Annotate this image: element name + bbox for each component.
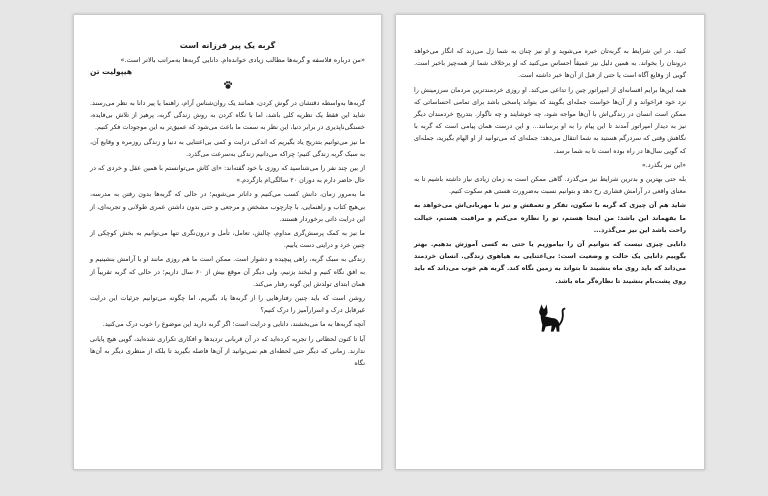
paragraph: کنید. در این شرایط به گربه‌تان خیره می‌شوید و او نیز چنان به شما زل می‌زند که انگار می‌خواهد درونتان را بخواند. به همین دلیل نیز عمیقاً احساس می‌کنید که او برخلاف شما از همه‌چیز باخبر است. گویی از وقایع آگاه است یا حتی از قبل از آن‌ها خبر داشته است.: [414, 47, 686, 80]
left-page: [73, 14, 382, 470]
paragraph: زندگی به سبک گربه، راهی پیچیده و دشوار است. ممکن است ما هم روزی مانند او با آرامش بنشینیم و به افق نگاه کنیم و لبخند بزنیم، ولی دیگر آن موقع بیش از ۶۰ سال داریم؛ در حالی که گربه تقریباً از همان ابتدای تولدش این گونه رفتار می‌کند.: [90, 255, 365, 288]
paragraph-bold: دانایی چیزی نیست که بتوانیم آن را بیاموزیم یا حتی به کسی آموزش بدهیم. بهتر بگوییم دانایی یک حالت و وضعیت است: بی‌اعتنایی به هیاهوی زندگی. انسان خردمند می‌داند که باید روی ماه بنشیند تا بتواند به زمین نگاه کند. گربه هم خوب می‌داند که باید روی پشت‌بام بنشیند تا نظاره‌گر ماه باشد.: [414, 240, 686, 285]
epigraph-author: هیپولیت تن: [90, 67, 133, 76]
paragraph: آیا تا کنون لحظاتی را تجربه کرده‌اید که در آن قربانی تردیدها و افکاری تکراری شده‌اید، گویی هیچ پایانی ندارند. زمانی که دیگر حتی لحظه‌ای هم نمی‌توانید از آن‌ها فاصله بگیرید تا بلکه از منظری دیگر به آن‌ها نگاه: [90, 334, 365, 368]
paragraph: روشن است که باید چنین رفتارهایی را از گربه‌ها یاد بگیریم، اما چگونه می‌توانیم جزئیات این درایت غیرقابل درک و اسرارآمیز را درک کنیم؟: [90, 294, 365, 315]
paragraph: از بین چند نفر را می‌شناسید که روزی با خود گفته‌اند: «ای کاش می‌توانستم با همین عقل و خردی که در حال حاضر دارم به دوران ۲۰ سالگی‌ام بازگردم.»: [90, 164, 365, 185]
paragraph: آنچه گربه‌ها به ما می‌بخشند، دانایی و درایت است؛ اگر گربه دارید این موضوع را خوب درک می‌کنید.: [102, 320, 365, 329]
paragraph: بله حتی بهترین و بدترین شرایط نیز می‌گذرد. گاهی ممکن است به زمان زیادی نیاز داشته باشیم تا به معنای واقعی در آرامش فشاری رخ دهد و بتوانیم نسبت به‌ضرورت هستی هم سکوت کنیم.: [414, 175, 686, 196]
right-body-text: [414, 45, 686, 287]
paragraph: ما نیز به کمک پرسش‌گری مداوم، چالش، تعامل، تأمل و درون‌نگری تنها می‌توانیم به بخش کوچکی از چنین خرد و درایتی دست یابیم.: [90, 229, 365, 250]
paragraph: گربه‌ها به‌واسطه دقتشان در گوش کردن، همانند یک روان‌شناس آرام، راهنما یا پیر دانا به نظر می‌رسند. شاید این فقط یک نظریه کلی باشد، اما با نگاه کردن به روش زندگی گربه، پرهیز از تلاش بی‌فایده، خستگی‌ناپذیری در برابر دنیا، این نظر به سمت ما باعث می‌شود که عمیق‌تر به این موجودات فکر کنیم.: [90, 99, 365, 132]
paragraph: همه این‌ها برایم افسانه‌ای از امپراتور چین را تداعی می‌کند. او روزی خردمندترین مردمان سرزمینش را نزد خود فراخواند و از آن‌ها خواست جمله‌ای بگویند که بتواند پاسخی باشد برای تمامی احساساتی که ممکن است انسان در زندگی‌اش با آن‌ها مواجه شود، چه خوشایند و چه ناگوار. بتدریج خردمندان دیگر نیز به دیدار امپراتور آمدند تا این پیام را به او برسانند... و این درست همان پیامی است که گربه با نگاهش وقتی که سردرگم هستید به شما انتقال می‌دهد: جمله‌ای که می‌توانید از او الهام بگیرید، جمله‌ای که گویی سال‌ها در راه بوده است تا به شما برسد.: [414, 85, 686, 155]
chapter-title: گربه یک پیر فرزانه است: [179, 41, 276, 50]
paw-icon: [90, 80, 365, 94]
cat-silhouette-icon: [414, 301, 686, 339]
paragraph: ما نیز می‌توانیم بتدریج یاد بگیریم که اندکی درایت و کمی بی‌اعتنایی به دنیا و زندگی روزمره و وقایع آن، به سبک گربه زندگی کنیم؛ چراکه می‌دانیم زندگی به‌سرعت می‌گذرد.: [90, 137, 365, 158]
left-body-text: [90, 97, 365, 369]
paragraph: «این نیز بگذرد.»: [641, 160, 686, 169]
paragraph: ما به‌مرور زمان، دانش کسب می‌کنیم و دانا‌تر می‌شویم؛ در حالی که گربه‌ها بدون رفتن به مدرسه، بی‌هیچ کتاب و راهنمایی، با چارچوب مشخص و مرجعی و حتی بدون داشتن عمری طولانی و تجربه‌ای، از این درایت ذاتی برخوردار هستند.: [90, 190, 365, 223]
right-page: [395, 14, 705, 470]
paragraph-bold: شاید هم آن چیزی که گربه با سکون، تفکر و تعمقش و نیز با مهربانی‌اش می‌خواهد به ما بفهماند این باشد: من اینجا هستم، تو را نظاره می‌کنم و مراقبت هستم، خیالت راحت باشد این نیز می‌گذرد...: [414, 201, 686, 234]
epigraph-quote: «من درباره فلاسفه و گربه‌ها مطالب زیادی خوانده‌ام. دانایی گربه‌ها به‌مراتب بالاتر است.»: [120, 56, 365, 64]
